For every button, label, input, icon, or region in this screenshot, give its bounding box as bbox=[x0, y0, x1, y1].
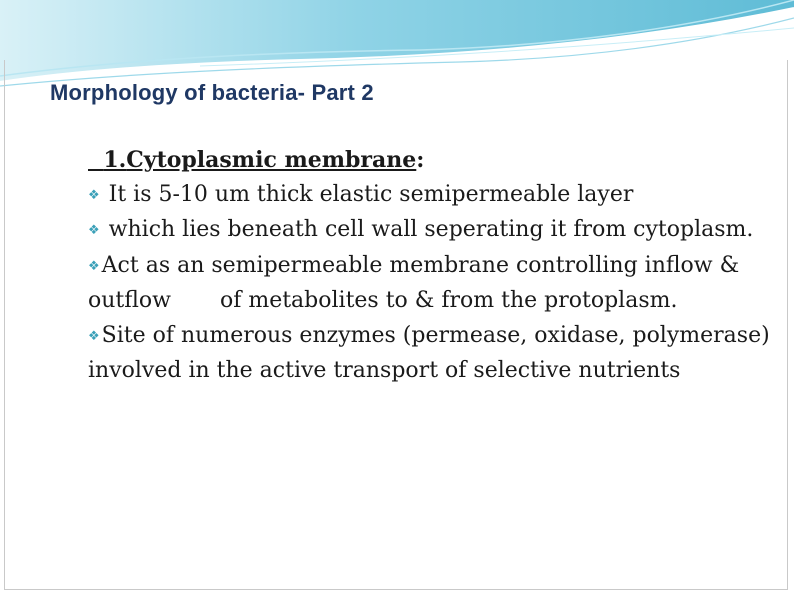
feather-bullet-icon: ❖ bbox=[88, 328, 100, 344]
feather-bullet-icon: ❖ bbox=[88, 258, 100, 274]
slide-title: Morphology of bacteria- Part 2 bbox=[50, 80, 374, 105]
feather-bullet-icon: ❖ bbox=[88, 187, 100, 203]
bullet-item: ❖Act as an semipermeable membrane controlling inflow & outflow of metabolites to & from the protoplasm. bbox=[88, 249, 788, 319]
bullet-item: ❖ which lies beneath cell wall seperating it from cytoplasm. bbox=[88, 213, 788, 249]
section-heading: 1.Cytoplasmic membrane: bbox=[103, 147, 425, 173]
heading-label: Cytoplasmic membrane bbox=[126, 147, 417, 173]
bullet-item: ❖ It is 5-10 um thick elastic semipermeable layer bbox=[88, 178, 788, 214]
bullet-item: ❖Site of numerous enzymes (permease, oxidase, polymerase) involved in the active transport of selective nutrients bbox=[88, 319, 788, 389]
slide-body bbox=[88, 143, 788, 389]
feather-bullet-icon: ❖ bbox=[88, 223, 100, 238]
